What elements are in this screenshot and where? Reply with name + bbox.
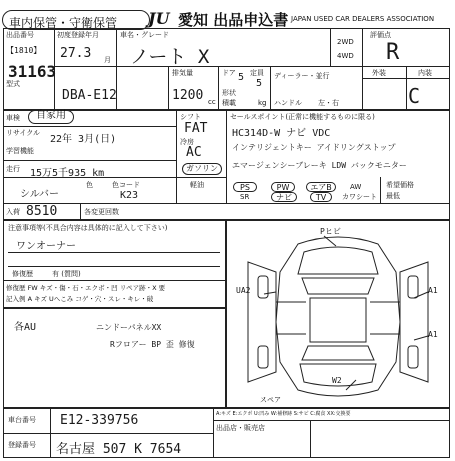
spare-label: スペア [260,396,281,404]
legend-footer: A:キズ E:エクボ U:凹み W:補修跡 S:サビ C:腐食 XX:交換要 [216,411,351,417]
color-label: 色 [86,181,93,189]
lot-prefix: 【1810】 [6,46,42,55]
inspector-note-3: Rフロアー BP 歪 修復 [110,340,195,349]
plate-label: 登録番号 [8,441,36,449]
first-reg-label: 初度登録年月 [57,31,99,39]
equip-navi: ナビ [271,192,297,202]
car-name-value: ノート X [130,46,210,68]
shift-value: FAT [184,121,208,136]
reserve-label: 最低 [386,192,400,200]
mileage-label: 走行 [6,165,20,173]
color-code-value: K23 [120,190,139,201]
diagram-front-mark: Pヒビ [320,227,341,236]
equip-pw: PW [271,182,295,192]
interior-value: C [408,84,421,108]
diagram-left-mark: UA2 [236,286,251,295]
car-name-label: 車名・グレード [120,31,169,39]
diagram-right-mark-2: A1 [428,330,438,339]
lot-label: 出品番号 [6,31,34,39]
diagram-right-mark-1: A1 [428,286,438,295]
equip-ps: PS [233,182,257,192]
doors-label: ドア [222,69,236,77]
model-label: 型式 [6,80,20,88]
salespoint-3: エマージェンシーブレーキ LDW バックモニター [232,161,407,170]
storage-badge [2,10,150,30]
displacement-label: 排気量 [172,69,193,77]
nr-value: 8510 [26,204,58,219]
seats-value: 5 [256,78,263,89]
model-value: DBA-E12 [62,88,117,103]
inspection-value: 自家用 [36,110,66,121]
color-code-label: 色コード [112,181,140,189]
fuel-options: 軽油 [190,181,204,189]
eval-value: R [386,40,400,65]
displacement-unit: cc [208,98,216,106]
handle-label: ハンドル [274,99,302,107]
form-subtitle: JAPAN USED CAR DEALERS ASSOCIATION [291,15,435,23]
salespoint-label: セールスポイント(正常に機能するものに限る) [230,113,375,121]
ac-label: 冷房 [180,138,194,146]
fuel-value: ガソリン [186,164,218,173]
ju-logo: JU [148,9,170,28]
inspector-note-1: 各AU [14,322,37,333]
equip-aw: AW [350,183,362,191]
color-value: シルバー [20,189,60,200]
salespoint-2: インテリジェントキー アイドリングストップ [232,143,396,152]
seller-label: 出品店・販売店 [216,424,265,432]
plate-value: 名古屋 507 K 7654 [56,442,182,457]
diagram-bottom-mark: W2 [332,376,342,385]
inspection-until: 22年 3月(日) [50,134,117,145]
recycling-label: リサイクル [6,129,41,137]
equip-seat: カワシート [342,193,377,201]
displacement-value: 1200 [172,88,204,103]
fuel-circle [182,163,222,175]
interior-label: 内装 [418,69,432,77]
salespoint-1: HC314D-W ナビ VDC [232,128,331,139]
equip-sr: SR [240,193,250,201]
mileage-value: 15万5千935 km [30,168,105,179]
inspection-circle [28,110,74,124]
shape-label: 形状 [222,89,236,97]
exterior-label: 外装 [372,69,386,77]
chassis-label: 車台番号 [8,416,36,424]
first-reg-value: 27.3 [60,46,92,61]
lot-number: 31163 [8,62,57,81]
doors-value: 5 [238,72,245,83]
handle-value: 左・右 [318,99,339,107]
drive-2wd: 2WD [337,38,354,46]
repair-value: 有 (質問) [52,270,81,278]
shift-label: シフト [180,113,201,121]
legend-marks: 修復歴 FW キズ・傷・石・エクボ・凹 リペア跡・X 要 [6,284,166,292]
month-unit: 月 [104,56,111,64]
ac-value: AC [186,145,202,160]
price-label: 希望価格 [386,181,414,189]
owner-label: 各変更回数 [84,208,119,216]
inspector-note-2: ニンドーパネルXX [96,323,162,332]
inspection-label: 車検 [6,114,20,122]
equip-airbag: エアB [306,182,336,192]
form-title: 愛知 出品申込書 [178,11,289,29]
nr-label: 入荷 [6,208,20,216]
notice-value: ワンオーナー [16,241,76,252]
eval-label: 評価点 [370,31,391,39]
seats-label: 定員 [250,69,264,77]
storage-label: 車内保管・守衛保管 [9,16,118,30]
legend-marks-2: 記入例 A キズ Uへこみ コゲ・穴・スレ・キレ・破 [6,295,154,303]
notice-title: 注意事項等(不具合内容は具体的に記入して下さい) [8,224,168,232]
repair-label: 修復歴 [12,270,33,278]
kg-unit: kg [258,99,267,107]
dealer-label: ディーラー・並行 [274,72,330,80]
study-label: 学習機能 [6,147,34,155]
drive-4wd: 4WD [337,52,354,60]
load-label: 積載 [222,99,236,107]
chassis-value: E12-339756 [60,413,139,428]
equip-tv: TV [310,192,332,202]
